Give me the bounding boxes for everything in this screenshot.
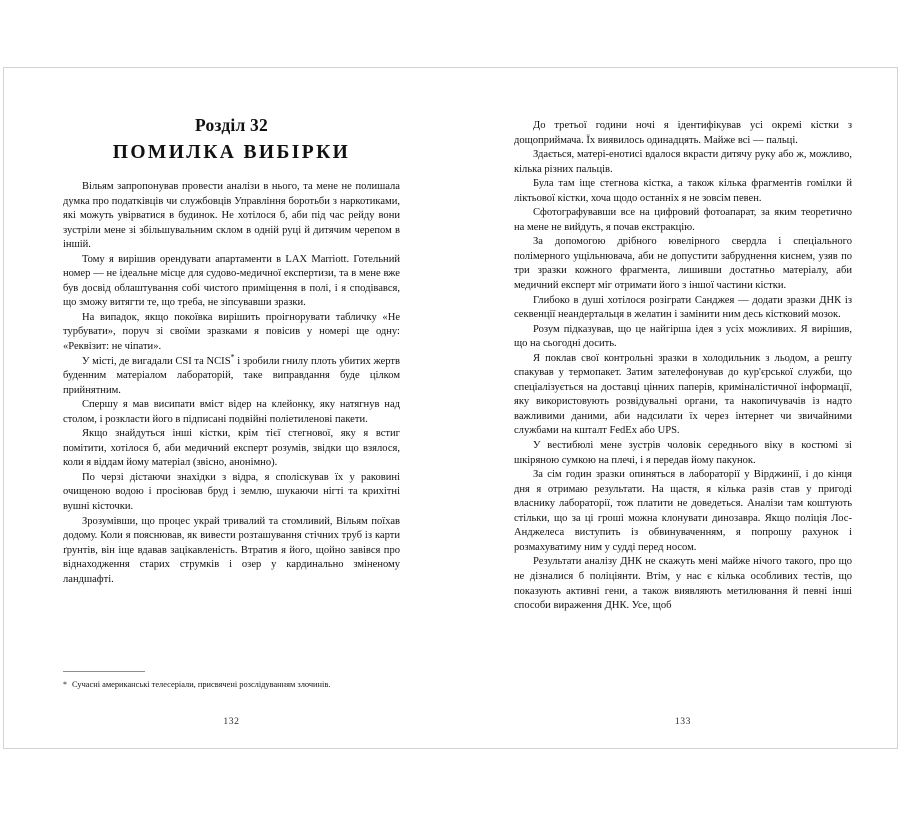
footnote-block [63, 671, 400, 690]
paragraph: За сім годин зразки опиняться в лабораторії у Вірджинії, і до кінця дня я отримаю результати. На щастя, я кілька разів став у пригоді власнику лабораторії, тож платити не доведеться. Аналізи там коштують стільки, що за ці гроші можна клонувати динозавра. Якщо поліція Лос-Анджелеса виступить із обвинуваченням, я попрошу рахунок і розмахуватиму ним у судді перед носом. [514, 469, 852, 553]
paragraph-with-footnote-ref: У місті, де вигадали CSI та NCIS* і зробили гнилу плоть убитих жертв буденним матеріалом лабораторій, таке виправдання буде цілком прийнятним. [63, 352, 400, 396]
left-page-text-column [63, 180, 400, 587]
footnote-separator-rule [63, 671, 145, 672]
footnote-reference-marker: * [230, 352, 235, 362]
page-number-left: 132 [223, 716, 240, 727]
paragraph: Зрозумівши, що процес украй тривалий та стомливий, Вільям поїхав додому. Коли я пояснював, як вивести розташування стічних труб із карти ґрунтів, він іще вдавав зацікавленість. Втратив я його, щойно завівся про віднаходження старих струмків і озер у кардинально зміненому ландшафті. [63, 515, 400, 585]
paragraph: Здається, матері-енотисі вдалося вкрасти дитячу руку або ж, можливо, кілька різних пальців. [514, 149, 852, 175]
paragraph: За допомогою дрібного ювелірного свердла і спеціального полімерного ущільнювача, аби не допустити забруднення киснем, узяв по три зразки кожного фрагмента, лишивши достатньо матеріалу, аби медичний експерт міг отримати його з іншої частини кістки. [514, 236, 852, 292]
footnote-item [63, 679, 400, 690]
paragraph: Була там іще стегнова кістка, а також кілька фрагментів гомілки й ліктьової кістки, хоча щодо останніх я не зовсім певен. [514, 178, 852, 204]
chapter-number: Розділ 32 [195, 115, 268, 135]
chapter-heading [63, 115, 400, 164]
paragraph: Результати аналізу ДНК не скажуть мені майже нічого такого, про що не дізналися б поліціянти. Втім, у нас є кілька особливих тестів, що показують активні гени, а також виявляють метилювання й певні інші способи вираження ДНК. Усе, щоб [514, 556, 852, 612]
book-page-left [4, 68, 451, 748]
paragraph: У вестибюлі мене зустрів чоловік середнього віку в костюмі зі шкіряною сумкою на плечі, і я передав йому пакунок. [514, 440, 852, 466]
page-number-right: 133 [674, 716, 692, 727]
page-right-body [451, 68, 899, 748]
page-left-body [4, 68, 451, 748]
paragraph: Глибоко в душі хотілося розіграти Санджея — додати зразки ДНК із секвенції неандертальця в желатин і замінити ним десь кістковий мозок. [514, 294, 852, 321]
paragraph: Спершу я мав висипати вміст відер на клейонку, яку натягнув над столом, і розкласти його в підписані подвійні поліетиленові пакети. [63, 399, 400, 425]
paragraph: По черзі дістаючи знахідки з відра, я споліскував їх у раковині очищеною водою і просіював бруд і землю, шукаючи нігті та крихітні вушні кісточки. [63, 471, 400, 513]
paragraph: Вільям запропонував провести аналізи в нього, та мене не полишала думка про податківців чи службовців Управління боротьби з наркотиками, які можуть увірватися в будинок. Не хотілося б, аби під час рейду вони зустріли мене зі збільшувальним склом в одній руці й дитячим черепом в іншій. [63, 181, 400, 251]
chapter-title: ПОМИЛКА ВИБІРКИ [112, 142, 351, 163]
footnote-text: Сучасні американські телесеріали, присвячені розслідуванням злочинів. [72, 680, 331, 689]
paragraph: Сфотографувавши все на цифровий фотоапарат, за яким теоретично на мене не вийдуть, я почав екстракцію. [514, 207, 852, 233]
book-page-right [451, 68, 899, 748]
paragraph: Якщо знайдуться інші кістки, крім тієї стегнової, яку я встиг помітити, хотілося б, аби медичний експерт розумів, звідки що взялося, коли я віддам йому матеріал (звісно, анонімно). [63, 428, 400, 469]
footnote-marker: * [63, 680, 67, 689]
paragraph: На випадок, якщо покоївка вирішить проігнорувати табличку «Не турбувати», поруч зі своїми зразками я повісив у номері ще одну: «Реквізит: не чіпати». [63, 311, 400, 353]
paragraph: Розум підказував, що це найгірша ідея з усіх можливих. Я вирішив, що на сьогодні досить. [514, 323, 852, 350]
paragraph: Тому я вирішив орендувати апартаменти в LAX Marriott. Готельний номер — не ідеальне місце для судово-медичної експертизи, та в мене вже був досвід облаштування собі чистого приміщення в полі, і я сподівався, що зможу витягти те, що треба, не зіпсувавши зразки. [63, 253, 400, 309]
paragraph: Я поклав свої контрольні зразки в холодильник з льодом, а решту спакував у термопакет. Затим зателефонував до кур'єрської служби, що спеціалізується на доставці цінних паперів, криміналістичної інформації, яку використовують розвідувальні органи, та накопичувачів із надто важливими даними, аби надсилати їх через інтернет чи звичайними службами на кшталт FedEx або UPS. [514, 352, 852, 437]
right-page-text-column [514, 119, 852, 614]
paragraph: До третьої години ночі я ідентифікував усі окремі кістки з дощоприймача. Їх виявилось одинадцять. Майже всі — пальці. [514, 120, 852, 146]
book-spread [3, 67, 898, 749]
